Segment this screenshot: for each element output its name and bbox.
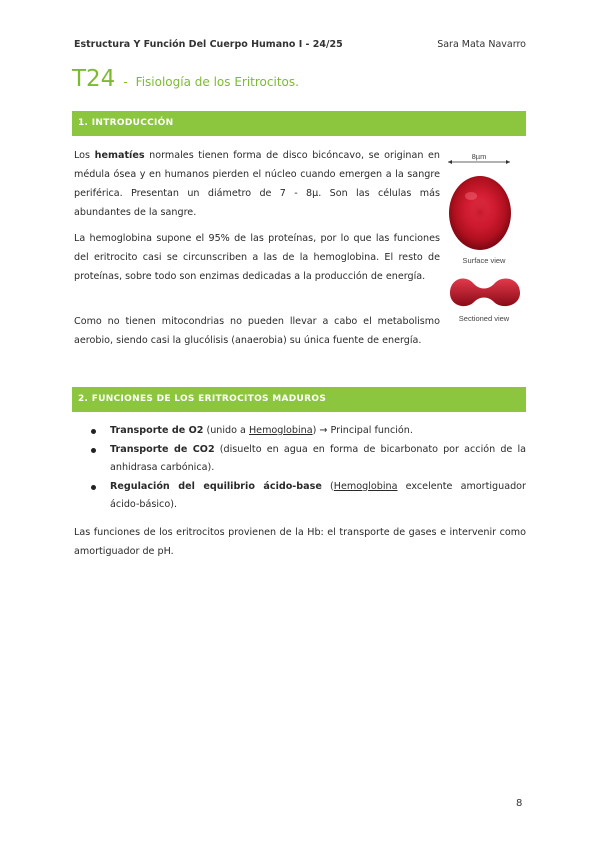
intro-paragraph-3: Como no tienen mitocondrias no pueden llevar a cabo el metabolismo aerobio, siendo casi la glucólisis (anaerobia) su única fuente de energía. xyxy=(74,316,440,346)
scale-arrow-right xyxy=(506,160,510,164)
bullet-term: Transporte de O2 xyxy=(110,425,204,436)
chapter-title xyxy=(72,66,299,92)
list-item xyxy=(90,422,526,441)
list-item xyxy=(90,441,526,478)
list-item xyxy=(90,478,526,515)
bullet-text: excelente amortiguador ácido-básico). xyxy=(110,480,526,510)
title-dash: - xyxy=(123,75,128,89)
surface-view-label: Surface view xyxy=(462,256,506,265)
chapter-subtitle: Fisiología de los Eritrocitos. xyxy=(135,75,299,89)
page-number: 8 xyxy=(516,798,523,809)
chapter-number: T24 xyxy=(72,66,116,92)
scale-arrow-left xyxy=(448,160,452,164)
sectioned-view-label: Sectioned view xyxy=(458,314,510,323)
p1-text-start: Los xyxy=(74,150,95,161)
document-title: Estructura Y Función Del Cuerpo Humano I - 24/25 xyxy=(74,39,343,50)
bullet-text: ) → Principal función. xyxy=(312,425,413,436)
page-header xyxy=(74,39,526,50)
rbc-highlight xyxy=(465,192,477,200)
p1-bold-term: hematíes xyxy=(94,150,145,161)
intro-paragraph-1 xyxy=(74,146,440,222)
p1-text-end: normales tienen forma de disco bicóncavo, se originan en médula ósea y en humanos pierden el núcleo cuando emergen a la sangre periférica. Presentan un diámetro de 7 - 8µ. Son las células más abundantes de la sangre. xyxy=(74,150,440,218)
hemoglobina-underlined: Hemoglobina xyxy=(248,425,313,436)
bullet-term: Transporte de CO2 xyxy=(110,443,215,455)
section-heading-funciones: 2. FUNCIONES DE LOS ERITROCITOS MADUROS xyxy=(72,387,526,412)
section-heading-introduccion: 1. INTRODUCCIÓN xyxy=(72,111,526,136)
bullet-icon xyxy=(91,429,96,434)
hemoglobina-underlined: Hemoglobina xyxy=(333,480,398,492)
bullet-text: (unido a xyxy=(203,425,249,436)
bullet-icon xyxy=(91,485,96,490)
scale-label: 8µm xyxy=(471,152,487,161)
bullet-icon xyxy=(91,448,96,453)
author-name: Sara Mata Navarro xyxy=(437,39,526,50)
rbc-sectioned-view xyxy=(450,278,520,306)
functions-closing-paragraph: Las funciones de los eritrocitos provienen de la Hb: el transporte de gases e intervenir como amortiguador de pH. xyxy=(74,527,526,557)
erythrocyte-figure xyxy=(444,150,530,325)
intro-paragraph-2: La hemoglobina supone el 95% de las proteínas, por lo que las funciones del eritrocito casi se circunscriben a las de la hemoglobina. El resto de proteínas, sobre todo son enzimas dedicadas a la producción de energía. xyxy=(74,233,440,282)
bullet-term: Regulación del equilibrio ácido-base xyxy=(110,480,322,492)
bullet-text: (disuelto en agua en forma de bicarbonato por acción de la anhidrasa carbónica). xyxy=(110,443,527,473)
functions-list xyxy=(90,422,526,515)
bullet-text: ( xyxy=(321,480,334,492)
